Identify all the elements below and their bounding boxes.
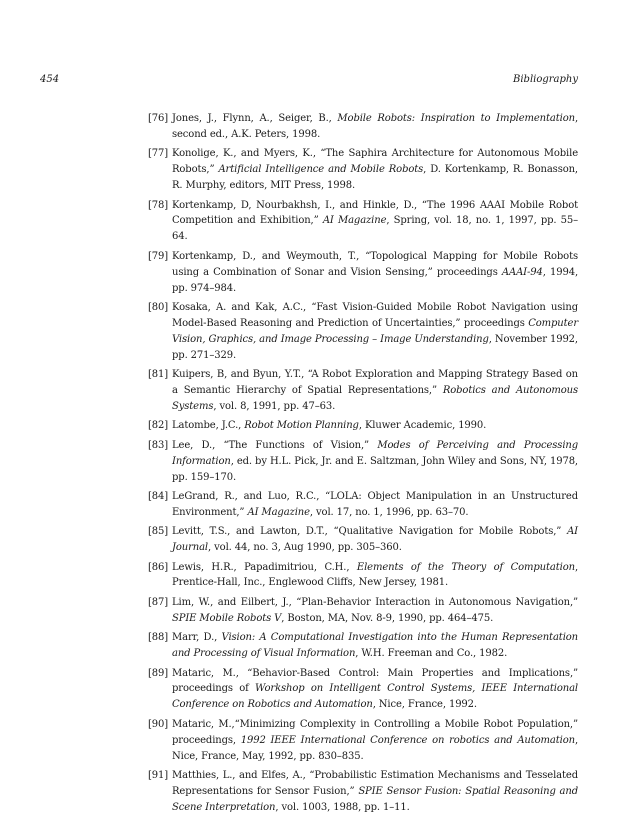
entry-text-segment: Marr, D., <box>172 632 222 644</box>
entry-title-italic: Mobile Robots: Inspiration to Implementation <box>337 113 575 124</box>
entry-text <box>172 440 578 483</box>
entry-text-segment: , ed. by H.L. Pick, Jr. and E. Saltzman, John Wiley and Sons, NY, 1978, pp. 159–170. <box>172 455 578 483</box>
entry-label: [80] <box>148 301 169 313</box>
entry-text <box>172 251 578 294</box>
bibliography-entry <box>148 595 578 627</box>
entry-text <box>172 526 578 553</box>
entry-text-segment: , D. Kortenkamp, R. Bonasson, R. Murphy, editors, MIT Press, 1998. <box>172 164 578 192</box>
entry-title-italic: AI Magazine <box>322 215 387 227</box>
entry-label: [83] <box>148 439 169 451</box>
entry-text-segment: Mataric, M., “Behavior-Based Control: Main Properties and Implications,” proceedings of <box>172 667 578 695</box>
entry-title-italic: Computer Vision, Graphics, and Image Processing – Image Understanding <box>172 317 578 345</box>
entry-text-segment: Lewis, H.R., Papadimitriou, C.H., <box>172 561 357 573</box>
entry-label: [90] <box>148 718 169 730</box>
entry-text-segment: Kortenkamp, D., and Weymouth, T., “Topological Mapping for Mobile Robots using a Combination of Sonar and Vision Sensing,” proceedings <box>172 250 578 278</box>
entry-text-segment: Kosaka, A. and Kak, A.C., “Fast Vision-Guided Mobile Robot Navigation using Model-Based Reasoning and Prediction of Uncertainties,” proceedings <box>172 301 578 329</box>
entry-label: [87] <box>148 596 169 608</box>
entry-text-segment: Matthies, L., and Elfes, A., “Probabilistic Estimation Mechanisms and Tesselated Representations for Sensor Fusion,” <box>172 769 578 797</box>
entry-text <box>172 632 578 659</box>
entry-text-segment: , vol. 8, 1991, pp. 47–63. <box>213 400 336 412</box>
bibliography-entry <box>148 524 578 556</box>
bibliography-entry <box>148 666 578 714</box>
entry-text-segment: , Kluwer Academic, 1990. <box>358 420 487 432</box>
entry-text <box>172 668 578 711</box>
entry-title-italic: AI Magazine <box>247 506 310 518</box>
entry-text-segment: Kortenkamp, D, Nourbakhsh, I., and Hinkle, D., “The 1996 AAAI Mobile Robot Competition and Exhibition,” <box>172 199 578 227</box>
entry-text-segment: , Spring, vol. 18, no. 1, 1997, pp. 55–64. <box>172 215 579 243</box>
bibliography-entry <box>148 249 578 297</box>
entry-title-italic: SPIE Mobile Robots V <box>172 612 282 624</box>
entry-text-segment: Latombe, J.C., <box>172 420 245 432</box>
entry-text-segment: Jones, J., Flynn, A., Seiger, B., <box>172 113 338 124</box>
entry-title-italic: 1992 IEEE International Conference on robotics and Automation <box>240 734 575 746</box>
entry-title-italic: Robot Motion Planning <box>244 420 359 432</box>
entry-title-italic: AI Journal <box>172 526 578 554</box>
entry-text-segment: Kuipers, B, and Byun, Y.T., “A Robot Exploration and Mapping Strategy Based on a Semantic Hierarchy of Spatial Representations,” <box>172 369 578 396</box>
entry-text <box>172 369 578 412</box>
bibliography-entry <box>148 489 578 521</box>
page-header <box>40 72 578 88</box>
entry-text-segment: Konolige, K., and Myers, K., “The Saphira Architecture for Autonomous Mobile Robots,” <box>172 148 578 176</box>
entry-title-italic: Vision: A Computational Investigation into the Human Representation and Processing of Visual Information <box>172 632 579 660</box>
entry-text-segment: Mataric, M.,“Minimizing Complexity in Controlling a Mobile Robot Population,” proceedings, <box>172 718 578 746</box>
bibliography-entry <box>148 560 578 592</box>
entry-text <box>172 562 578 589</box>
entry-text-segment: , vol. 17, no. 1, 1996, pp. 63–70. <box>309 506 469 518</box>
entry-text-segment: LeGrand, R., and Luo, R.C., “LOLA: Object Manipulation in an Unstructured Environment,” <box>172 490 578 518</box>
entry-label: [82] <box>148 420 169 432</box>
entry-text-segment: , Nice, France, May, 1992, pp. 830–835. <box>172 734 578 762</box>
entry-text-segment: , second ed., A.K. Peters, 1998. <box>172 113 578 140</box>
entry-title-italic: Workshop on Intelligent Control Systems, IEEE International Conference on Robotics and Automation <box>172 683 578 711</box>
bibliography-entry <box>148 146 578 194</box>
entry-text-segment: , W.H. Freeman and Co., 1982. <box>355 648 508 660</box>
bibliography-entry <box>148 717 578 765</box>
entry-text <box>172 113 578 140</box>
entry-text-segment: Lim, W., and Eilbert, J., “Plan-Behavior Interaction in Autonomous Navigation,” <box>172 596 578 608</box>
bibliography-entry <box>148 111 578 143</box>
bibliography-entry <box>148 768 578 816</box>
entry-label: [88] <box>148 632 169 644</box>
entry-label: [84] <box>148 490 169 502</box>
bibliography-entry <box>148 630 578 662</box>
entry-text <box>172 200 578 243</box>
entry-label: [78] <box>148 199 169 211</box>
entry-text-segment: , Prentice-Hall, Inc., Englewood Cliffs, New Jersey, 1981. <box>172 561 578 589</box>
entry-title-italic: Modes of Perceiving and Processing Information <box>172 439 578 467</box>
running-title: Bibliography <box>513 74 578 85</box>
entry-text-segment: , 1994, pp. 974–984. <box>172 266 578 294</box>
entry-text-segment: , vol. 44, no. 3, Aug 1990, pp. 305–360. <box>208 542 402 554</box>
entry-label: [79] <box>148 250 169 262</box>
entry-title-italic: Elements of the Theory of Computation <box>356 561 575 573</box>
bibliography-entry <box>148 438 578 486</box>
entry-title-italic: Robotics and Autonomous Systems <box>172 385 578 412</box>
entry-label: [85] <box>148 526 169 538</box>
entry-text <box>172 302 578 361</box>
entry-title-italic: Artificial Intelligence and Mobile Robots <box>218 164 424 176</box>
entry-text <box>172 719 578 762</box>
bibliography-list <box>148 111 578 819</box>
entry-text <box>172 597 578 624</box>
entry-text-segment: Lee, D., “The Functions of Vision,” <box>172 439 378 451</box>
entry-text-segment: , November 1992, pp. 271–329. <box>172 333 578 361</box>
entry-text <box>172 770 578 813</box>
entry-text-segment: , Nice, France, 1992. <box>372 699 477 711</box>
entry-text <box>172 491 578 518</box>
entry-label: [89] <box>148 667 169 679</box>
bibliography-entry <box>148 367 578 415</box>
bibliography-entry <box>148 300 578 364</box>
entry-text-segment: Levitt, T.S., and Lawton, D.T., “Qualitative Navigation for Mobile Robots,” <box>172 526 568 538</box>
entry-text-segment: , vol. 1003, 1988, pp. 1–11. <box>275 801 410 813</box>
entry-label: [76] <box>148 113 169 124</box>
entry-text-segment: , Boston, MA, Nov. 8-9, 1990, pp. 464–475. <box>281 612 494 624</box>
page-number: 454 <box>40 74 60 85</box>
entry-label: [77] <box>148 148 169 160</box>
entry-label: [91] <box>148 769 169 781</box>
entry-label: [86] <box>148 561 169 573</box>
entry-text <box>172 420 486 431</box>
entry-title-italic: SPIE Sensor Fusion: Spatial Reasoning and Scene Interpretation <box>172 785 578 813</box>
bibliography-entry <box>148 418 578 434</box>
entry-title-italic: AAAI-94 <box>501 266 543 278</box>
entry-label: [81] <box>148 369 169 381</box>
entry-text <box>172 148 578 191</box>
bibliography-entry <box>148 198 578 246</box>
